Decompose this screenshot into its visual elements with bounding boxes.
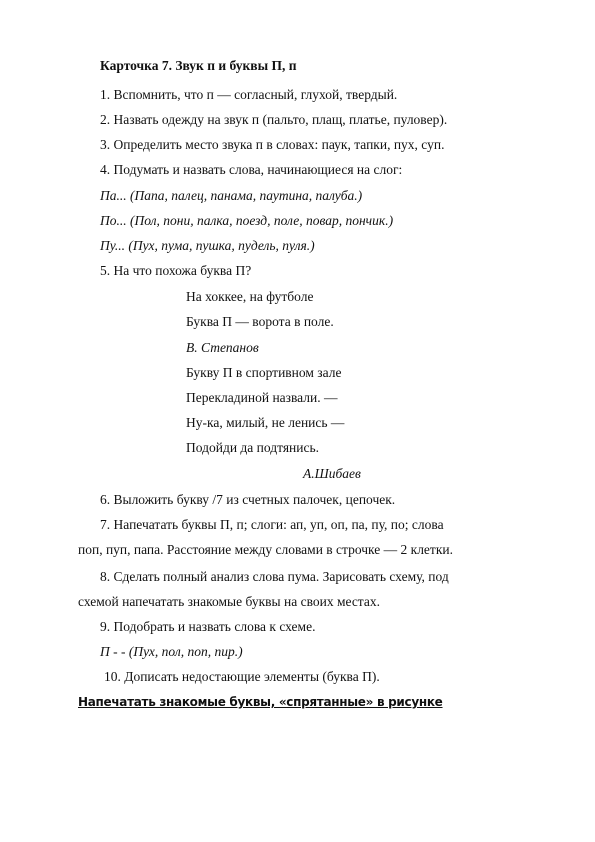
poem-author: А.Шибаев	[303, 466, 361, 481]
text-line: Пу... (Пух, пума, пушка, пудель, пуля.)	[100, 238, 315, 253]
text-line: 4. Подумать и назвать слова, начинающиеся на слог:	[100, 162, 403, 177]
text-line: П - - (Пух, пол, поп, пир.)	[100, 644, 243, 659]
text-line: 6. Выложить букву /7 из счетных палочек, цепочек.	[100, 492, 396, 507]
poem-line: Подойди да подтянись.	[186, 440, 320, 455]
poem-line: Букву П в спортивном зале	[186, 365, 342, 380]
card-title: Карточка 7. Звук п и буквы П, п	[100, 58, 297, 73]
text-line: По... (Пол, пони, палка, поезд, поле, повар, пончик.)	[100, 213, 394, 228]
poem-line: На хоккее, на футболе	[186, 289, 314, 304]
final-task-line: Напечатать знакомые буквы, «спрятанные» в рисунке	[78, 695, 443, 709]
text-line: 5. На что похожа буква П?	[100, 263, 252, 278]
text-line: поп, пуп, папа. Расстояние между словами в строчке — 2 клетки.	[78, 542, 453, 557]
text-line: 3. Определить место звука п в словах: паук, тапки, пух, суп.	[100, 137, 445, 152]
text-line: 1. Вспомнить, что п — согласный, глухой, твердый.	[100, 87, 398, 102]
text-line: схемой напечатать знакомые буквы на своих местах.	[78, 594, 380, 609]
text-line: 9. Подобрать и назвать слова к схеме.	[100, 619, 316, 634]
text-line: 10. Дописать недостающие элементы (буква П).	[104, 669, 380, 684]
poem-line: Перекладиной назвали. —	[186, 390, 338, 405]
text-line: 2. Назвать одежду на звук п (пальто, плащ, платье, пуловер).	[100, 112, 448, 127]
text-line: 7. Напечатать буквы П, п; слоги: ап, уп, оп, па, пу, по; слова	[100, 517, 444, 532]
text-line: Па... (Папа, палец, панама, паутина, палуба.)	[100, 188, 363, 203]
poem-line: Ну-ка, милый, не ленись —	[186, 415, 345, 430]
text-line: 8. Сделать полный анализ слова пума. Зарисовать схему, под	[100, 569, 449, 584]
poem-author: В. Степанов	[186, 340, 259, 355]
poem-line: Буква П — ворота в поле.	[186, 314, 334, 329]
